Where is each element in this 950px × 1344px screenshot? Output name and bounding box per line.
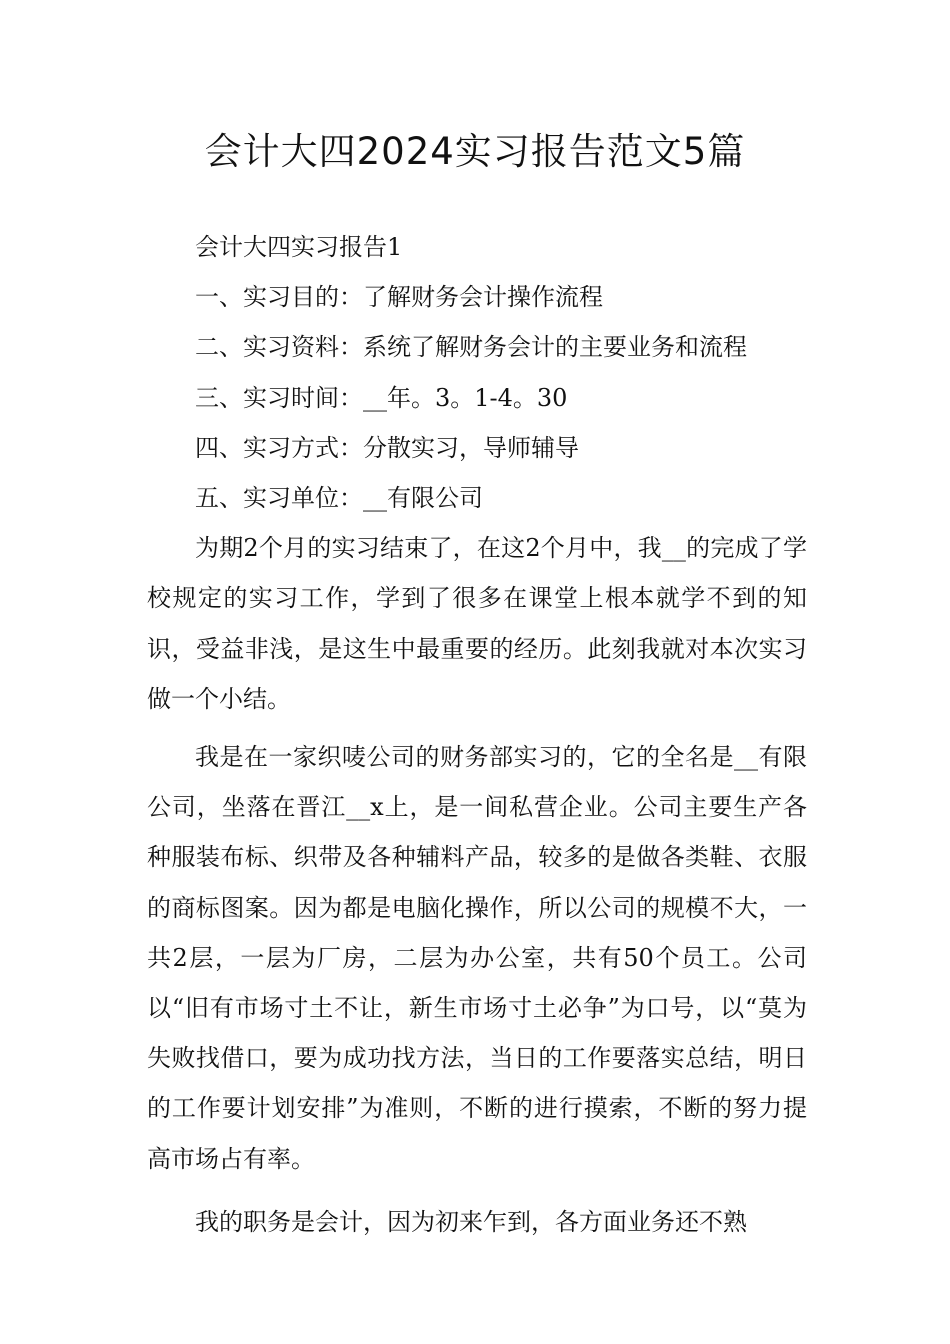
document-body (147, 222, 807, 1247)
item-unit: 五、实习单位：__有限公司 (195, 484, 483, 513)
paragraph-company: 我是在一家织唛公司的财务部实习的，它的全名是__有限公司，坐落在晋江__x上，是一间私营企业。公司主要生产各种服装布标、织带及各种辅料产品，较多的是做各类鞋、衣服的商标图案。因为都是电脑化操作，所以公司的规模不大，一共2层，一层为厂房，二层为办公室，共有50个员工。公司以“旧有市场寸土不让，新生市场寸土必争”为口号，以“莫为失败找借口，要为成功找方法，当日的工作要落实总结，明日的工作要计划安排”为准则，不断的进行摸索，不断的努力提高市场占有率。 (147, 743, 807, 1173)
item-materials: 二、实习资料：系统了解财务会计的主要业务和流程 (195, 333, 747, 362)
item-time: 三、实习时间：__年。3。1-4。30 (195, 383, 568, 412)
paragraph-intro: 为期2个月的实习结束了，在这2个月中，我__的完成了学校规定的实习工作，学到了很多在课堂上根本就学不到的知识，受益非浅，是这生中最重要的经历。此刻我就对本次实习做一个小结。 (147, 534, 807, 713)
paragraph-role: 我的职务是会计，因为初来乍到，各方面业务还不熟 (195, 1207, 747, 1236)
report-heading: 会计大四实习报告1 (195, 233, 403, 261)
item-method: 四、实习方式：分散实习，导师辅导 (195, 433, 579, 462)
document-title: 会计大四2024实习报告范文5篇 (204, 130, 746, 173)
item-purpose: 一、实习目的：了解财务会计操作流程 (195, 283, 603, 312)
